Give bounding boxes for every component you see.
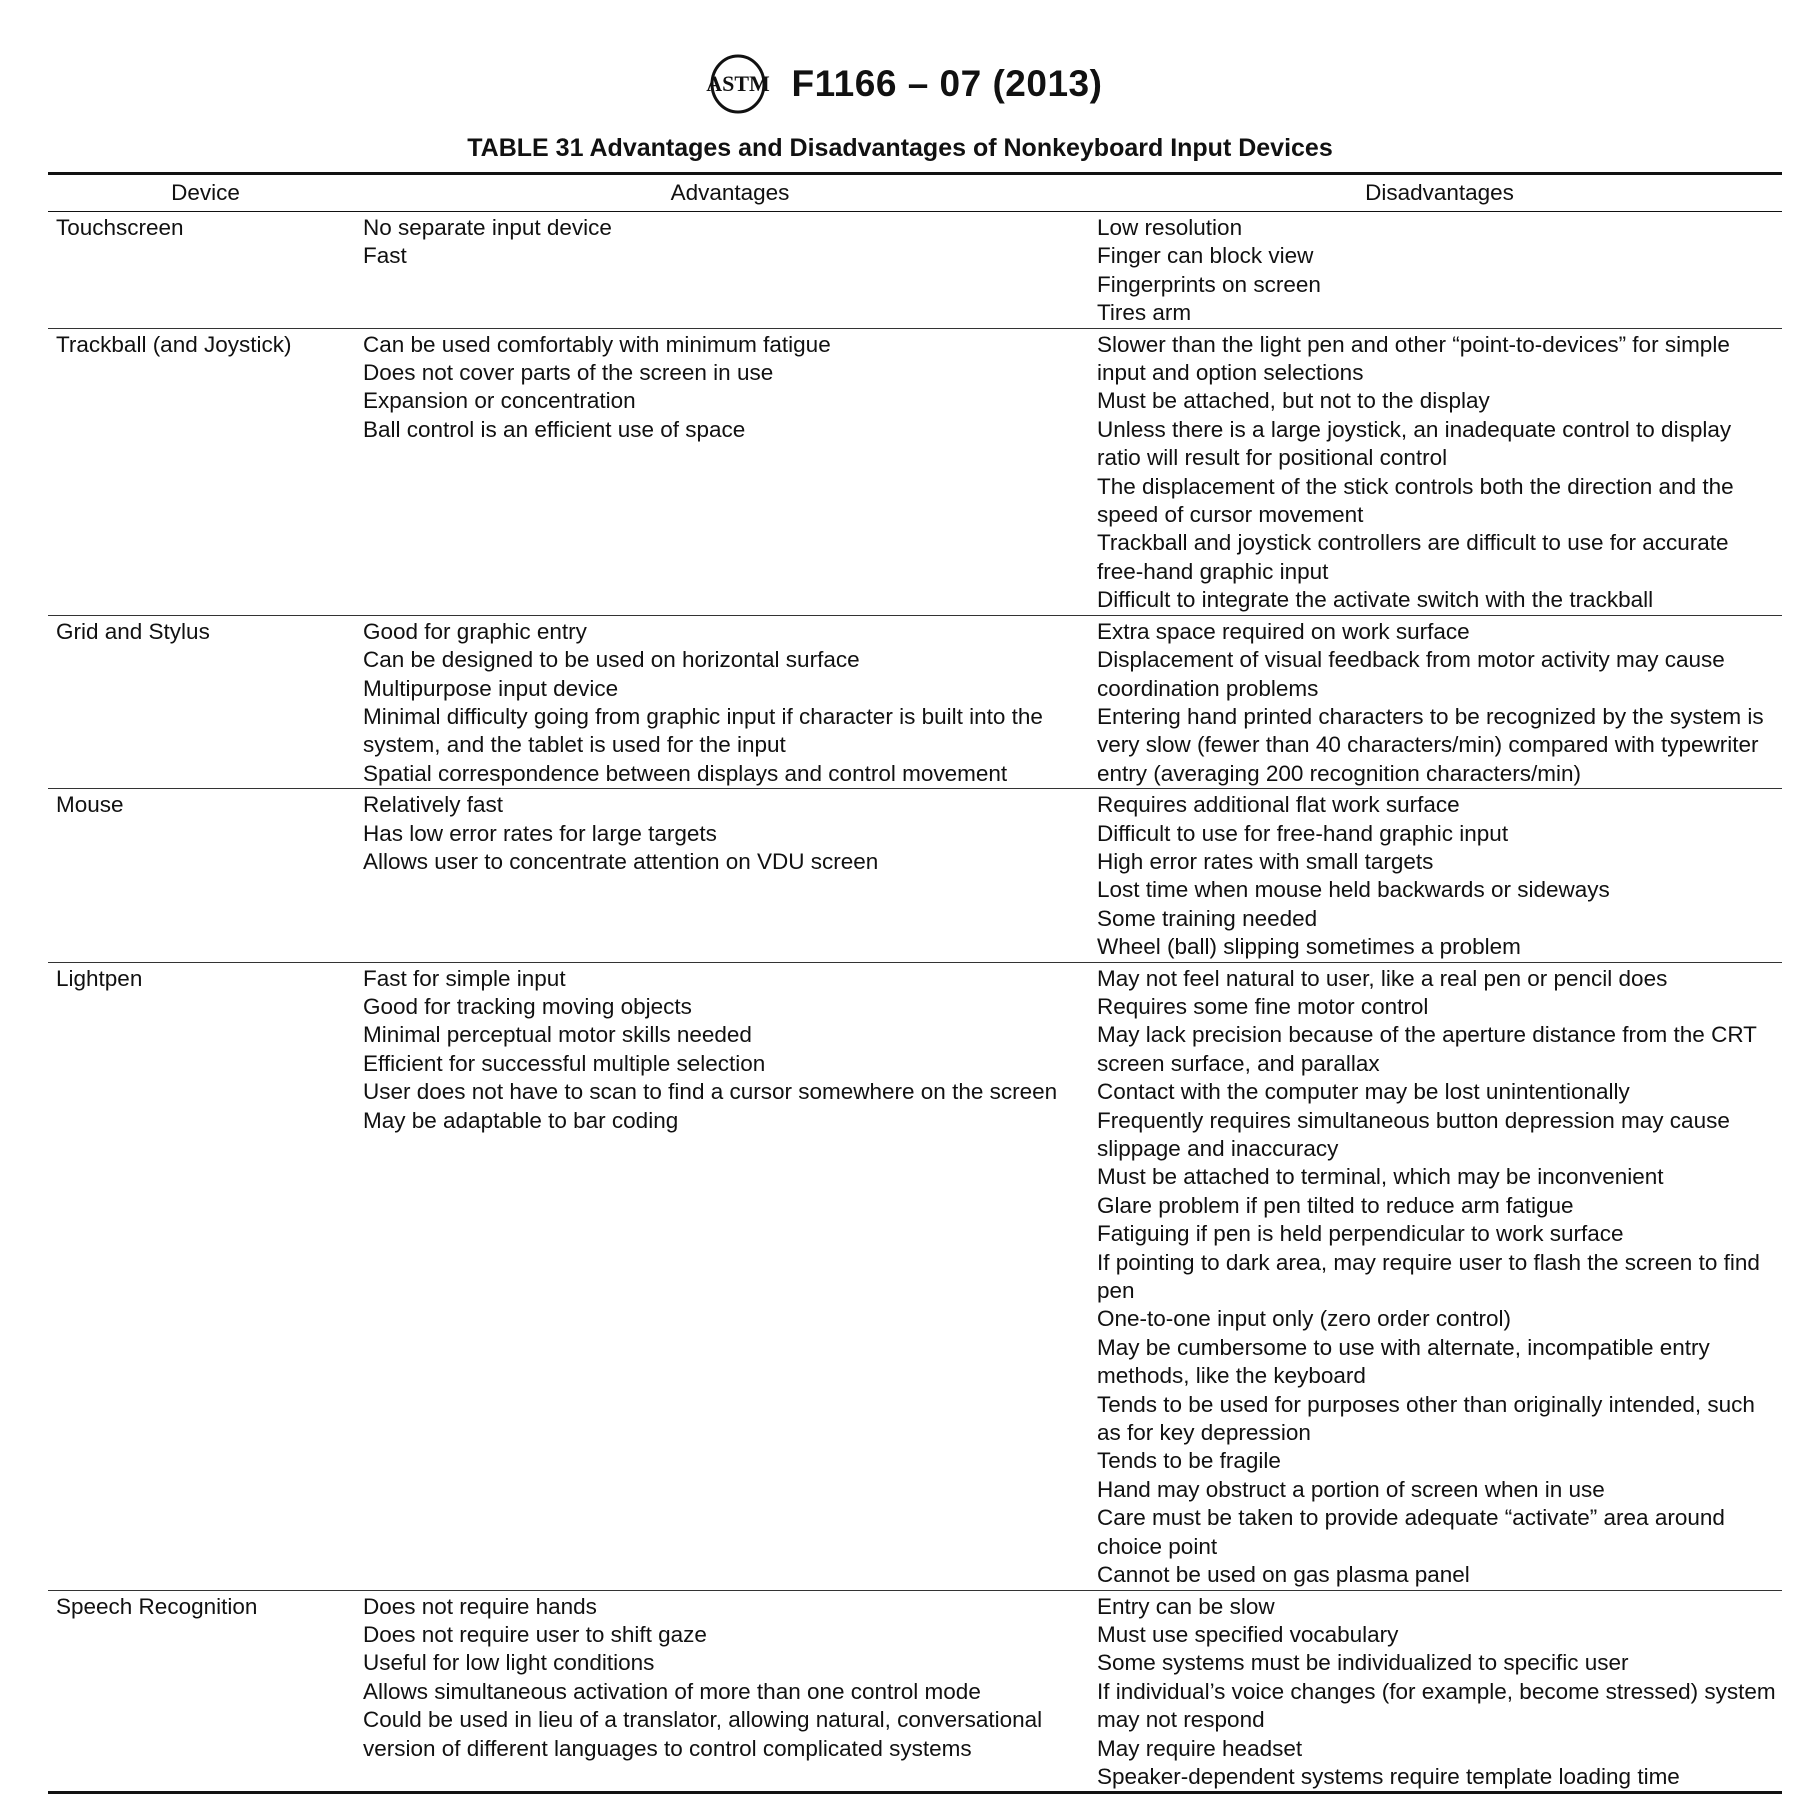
advantage-item: May be adaptable to bar coding (363, 1107, 679, 1133)
disadvantage-item: Finger can block view (1097, 243, 1314, 269)
advantage-item: Fast for simple input (363, 965, 566, 991)
disadvantage-item: Difficult to integrate the activate switch with the trackball (1097, 587, 1654, 613)
advantage-item: Useful for low light conditions (363, 1650, 655, 1676)
table-title: TABLE 31 Advantages and Disadvantages of Nonkeyboard Input Devices (467, 134, 1333, 162)
disadvantage-item: Glare problem if pen tilted to reduce arm fatigue (1097, 1192, 1574, 1218)
disadvantage-item: Entering hand printed characters to be recognized by the system is very slow (fewer than 40 characters/min) compared with typewriter entry (averaging 200 recognition characters/min) (1097, 703, 1764, 786)
disadvantage-item: Contact with the computer may be lost unintentionally (1097, 1079, 1630, 1105)
disadvantages-cell (1097, 212, 1782, 329)
column-header-device: Device (48, 174, 363, 212)
disadvantage-item: Hand may obstruct a portion of screen when in use (1097, 1476, 1605, 1502)
advantage-item: Could be used in lieu of a translator, allowing natural, conversational version of different languages to control complicated systems (363, 1707, 1043, 1761)
disadvantage-item: Requires additional flat work surface (1097, 792, 1460, 818)
advantages-cell (363, 212, 1097, 329)
device-cell: Grid and Stylus (48, 615, 363, 788)
disadvantage-item: If individual’s voice changes (for example, become stressed) system may not respond (1097, 1678, 1776, 1733)
disadvantage-item: Slower than the light pen and other “point-to-devices” for simple input and option selections (1097, 331, 1730, 386)
disadvantage-item: Frequently requires simultaneous button depression may cause slippage and inaccuracy (1097, 1107, 1730, 1161)
disadvantage-item: Care must be taken to provide adequate “activate” area around choice point (1097, 1505, 1725, 1559)
disadvantage-item: Difficult to use for free-hand graphic input (1097, 820, 1509, 846)
advantages-cell (363, 789, 1097, 962)
table-row (48, 789, 1782, 962)
logo-text: ASTM (705, 71, 770, 96)
advantage-item: Multipurpose input device (363, 675, 619, 701)
advantage-item: Spatial correspondence between displays and control movement (363, 760, 1008, 786)
table-row (48, 1590, 1782, 1793)
disadvantage-item: Trackball and joystick controllers are difficult to use for accurate free-hand graphic input (1097, 530, 1729, 584)
disadvantage-item: One-to-one input only (zero order control) (1097, 1306, 1511, 1332)
disadvantage-item: Fingerprints on screen (1097, 271, 1321, 297)
advantage-item: Minimal difficulty going from graphic input if character is built into the system, and the tablet is used for the input (363, 703, 1043, 758)
disadvantage-item: Low resolution (1097, 215, 1243, 240)
disadvantage-item: May lack precision because of the aperture distance from the CRT screen surface, and parallax (1097, 1022, 1757, 1076)
disadvantage-item: Tires arm (1097, 300, 1192, 326)
advantage-item: Expansion or concentration (363, 388, 636, 414)
advantage-item: User does not have to scan to find a cursor somewhere on the screen (363, 1079, 1058, 1105)
disadvantage-item: Requires some fine motor control (1097, 993, 1429, 1019)
disadvantage-item: Lost time when mouse held backwards or sideways (1097, 877, 1610, 903)
disadvantages-cell (1097, 789, 1782, 962)
advantage-item: Does not require user to shift gaze (363, 1621, 707, 1647)
document-header (0, 44, 1800, 124)
advantage-item: Fast (363, 243, 407, 269)
advantages-cell (363, 962, 1097, 1590)
disadvantage-item: Extra space required on work surface (1097, 618, 1470, 644)
column-header-advantages: Advantages (363, 174, 1097, 212)
disadvantage-item: May be cumbersome to use with alternate, incompatible entry methods, like the keyboard (1097, 1334, 1710, 1389)
disadvantage-item: Cannot be used on gas plasma panel (1097, 1562, 1470, 1588)
disadvantage-item: Entry can be slow (1097, 1593, 1275, 1619)
advantage-item: Relatively fast (363, 792, 504, 818)
disadvantage-item: Must use specified vocabulary (1097, 1621, 1399, 1647)
disadvantage-item: Displacement of visual feedback from motor activity may cause coordination problems (1097, 647, 1725, 701)
disadvantage-item: Some systems must be individualized to specific user (1097, 1650, 1629, 1676)
document-id: F1166 – 07 (2013) (791, 63, 1103, 104)
advantages-cell (363, 328, 1097, 615)
disadvantage-item: Wheel (ball) slipping sometimes a problem (1097, 934, 1521, 960)
advantage-item: Can be designed to be used on horizontal surface (363, 647, 860, 673)
advantage-item: Does not cover parts of the screen in use (363, 360, 774, 386)
disadvantage-item: High error rates with small targets (1097, 848, 1434, 874)
devices-table (48, 172, 1782, 1794)
table-row (48, 328, 1782, 615)
disadvantage-item: Fatiguing if pen is held perpendicular to work surface (1097, 1221, 1624, 1247)
advantage-item: Has low error rates for large targets (363, 820, 717, 846)
advantage-item: Allows user to concentrate attention on VDU screen (363, 848, 879, 874)
disadvantage-item: Tends to be used for purposes other than originally intended, such as for key depression (1097, 1391, 1755, 1446)
advantage-item: Can be used comfortably with minimum fatigue (363, 331, 831, 357)
disadvantage-item: Tends to be fragile (1097, 1448, 1281, 1474)
disadvantages-cell (1097, 615, 1782, 788)
device-cell: Trackball (and Joystick) (48, 328, 363, 615)
device-cell: Lightpen (48, 962, 363, 1590)
disadvantage-item: If pointing to dark area, may require user to flash the screen to find pen (1097, 1249, 1760, 1304)
device-cell: Mouse (48, 789, 363, 962)
disadvantages-cell (1097, 328, 1782, 615)
advantage-item: Ball control is an efficient use of space (363, 416, 746, 442)
disadvantage-item: Must be attached, but not to the display (1097, 388, 1490, 414)
column-header-disadvantages: Disadvantages (1097, 174, 1782, 212)
astm-logo (698, 51, 778, 117)
disadvantage-item: Unless there is a large joystick, an inadequate control to display ratio will result for positional control (1097, 416, 1732, 471)
table-row (48, 962, 1782, 1590)
advantages-cell (363, 615, 1097, 788)
advantage-item: Good for graphic entry (363, 618, 587, 644)
advantages-cell (363, 1590, 1097, 1793)
advantage-item: Good for tracking moving objects (363, 993, 692, 1019)
advantage-item: No separate input device (363, 215, 612, 240)
device-cell: Touchscreen (56, 215, 184, 240)
disadvantage-item: Some training needed (1097, 905, 1318, 931)
disadvantage-item: May not feel natural to user, like a real pen or pencil does (1097, 965, 1668, 991)
advantage-item: Efficient for successful multiple selection (363, 1050, 766, 1076)
table-header-row (48, 174, 1782, 212)
disadvantage-item: May require headset (1097, 1735, 1303, 1761)
disadvantage-item: Must be attached to terminal, which may be inconvenient (1097, 1164, 1664, 1190)
table-row (48, 212, 1782, 329)
advantage-item: Does not require hands (363, 1593, 597, 1619)
disadvantage-item: The displacement of the stick controls both the direction and the speed of cursor movement (1097, 473, 1734, 528)
advantage-item: Minimal perceptual motor skills needed (363, 1022, 752, 1048)
table-body (48, 212, 1782, 1793)
disadvantages-cell (1097, 1590, 1782, 1793)
device-cell: Speech Recognition (48, 1590, 363, 1793)
disadvantages-cell (1097, 962, 1782, 1590)
disadvantage-item: Speaker-dependent systems require template loading time (1097, 1763, 1680, 1789)
advantage-item: Allows simultaneous activation of more than one control mode (363, 1678, 981, 1704)
table-row (48, 615, 1782, 788)
